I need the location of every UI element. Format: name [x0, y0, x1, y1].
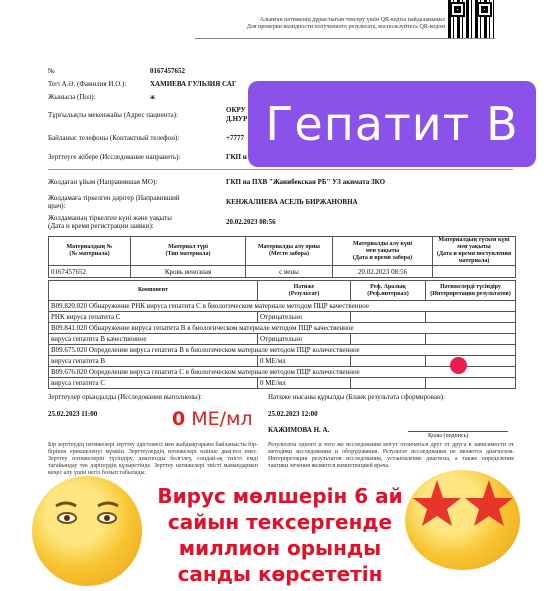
results-col-result: Нәтиже (Результат): [258, 281, 351, 301]
divider: [195, 38, 495, 39]
address-label: Тұрғылықты мекенжайы (Адрес пациента):: [48, 111, 179, 119]
table-row: [49, 356, 516, 367]
doctor-label-1: Жолдамаға тіркелген дәрігер (Направивший: [48, 194, 180, 202]
sample-taken: 20.02.2023 08:56: [333, 266, 433, 278]
qr-caption-kk: Алынған нәтиженің дұрыстығын тексеру үшін QR-кодты пайдаланыңыз: [259, 17, 445, 23]
divider: [48, 169, 513, 170]
date-label-2: (Дата и время регистрации заявки):: [48, 222, 154, 230]
sample-col-taken: Материалды алу күні мен уақыты (Дата и время забора): [333, 237, 433, 266]
sample-col-type: Материал түрі (Тип материала): [131, 237, 246, 266]
table-row: [49, 334, 516, 345]
sample-type: Кровь венозная: [131, 266, 246, 278]
test-title: B09.820.020 Обнаружение РНК вируса гепатита С в биологическом материале методом ПЦР качественное: [49, 301, 516, 312]
promo-line-3: миллион орынды: [178, 536, 382, 560]
shocked-face-svg: [32, 476, 142, 586]
formed-label: Нәтиже нысаны құрылды (Бланк результата сформирован):: [268, 393, 446, 401]
promo-line-2: сайын тексергенде: [167, 510, 393, 534]
result-value: 0 МЕ/мл: [258, 356, 351, 367]
sample-col-received: Материалдың түскен күні мен уақыты (Дата и время поступления материала): [433, 237, 516, 266]
qr-code: [448, 0, 494, 38]
test-title: B09.676.020 Определение вируса гепатита С в биологическом материале методом ПЦР количественное: [49, 367, 516, 378]
address-value-2: Д.НУР: [226, 115, 248, 123]
phone-value: +7777: [226, 134, 244, 142]
hepatitis-b-banner: Гепатит В: [248, 81, 536, 167]
sample-table: [48, 236, 516, 278]
red-dot-marker: [450, 357, 467, 374]
result-interpretation: [426, 378, 516, 389]
date-label-1: Жолдаманың тіркелген күні және уақыты: [48, 214, 172, 222]
result-component: вируса гепатита В качественное: [49, 334, 258, 345]
sex-value: ж: [150, 93, 156, 101]
done-label: Зерттеулер орындалды (Исследования выполнены):: [48, 393, 202, 401]
table-row: [49, 378, 516, 389]
promo-line-4: санды көрсететін: [177, 562, 383, 586]
star-struck-face-icon: [405, 470, 520, 570]
sample-number: 0167457652: [49, 266, 131, 278]
mo-label: Жолдаған ұйым (Направившая МО):: [48, 178, 158, 186]
zero-unit: МЕ/мл: [191, 408, 253, 430]
disclaimer-ru: Результаты одного и того же исследования могут отличаться друг от друга в зависимости от методики исследования и оборудования. Результат исследования не является диагнозом. Интерпретация результатов исследования, установление диагноза, а также определение тактики лечения являются компетенцией врача.: [268, 442, 514, 469]
name-label: Тегі А.Ә. (Фамилия И.О.):: [48, 80, 127, 88]
doctor-value: КЕНЖАЛИЕВА АСЕЛЬ БИРЖАНОВНА: [226, 198, 358, 206]
doctor-label-2: врач):: [48, 202, 66, 210]
sender-label: Зерттеуге жібере (Исследование направить):: [48, 153, 181, 161]
result-value: Отрицательно: [258, 334, 351, 345]
zero-overlay: [172, 408, 253, 430]
name-value: ХАМИЕВА ГУЛЬЗИЯ САГ: [150, 80, 237, 88]
sender-value: ГКП н: [226, 153, 247, 161]
sex-label: Жынысы (Пол):: [48, 93, 96, 101]
results-col-interpretation: Нәтижелерді түсіндіру (Интерпретация результатов): [426, 281, 516, 301]
result-ref: [351, 334, 426, 345]
result-value: 0 МЕ/мл: [258, 378, 351, 389]
result-interpretation: [426, 312, 516, 323]
result-component: вируса гепатита С: [49, 378, 258, 389]
address-value-1: ОКРУ: [226, 106, 246, 114]
no-value: 0167457652: [150, 67, 185, 75]
results-col-ref: Реф. Аралық (Реф.интервал): [351, 281, 426, 301]
mo-value: ГКП на ПХВ "Жанибекская РБ" УЗ акимата ЗКО: [226, 178, 386, 186]
sample-col-place: Материалды алу орны (Место забора): [246, 237, 333, 266]
no-label: №: [48, 67, 55, 75]
signer-name: КАЖИМОВА Н. А.: [268, 426, 330, 434]
date-value: 20.02.2023 08:56: [226, 218, 276, 226]
qr-caption-ru: Для проверки валидности полученного результата, воспользуйтесь QR-кодом: [246, 24, 445, 30]
sample-col-number: Материалдың № (№ материала): [49, 237, 131, 266]
done-value: 25.02.2023 11:00: [48, 410, 98, 418]
star-eyes-svg: [405, 470, 520, 570]
result-component: РНК вируса гепатита С: [49, 312, 258, 323]
disclaimer-kk: Бір зерттеудің нәтижелері зерттеу әдістемесі мен жабдықтарына байланысты бір-бірінен ерекшеленуі мүмкін. Зерттеулердің нәтижелері өзінше диагноз емес. Зерттеу нәтижелерін түсіндіру, диагнозды белгілеу, сондай-ақ тиісті емді тағайындау тек дәрігердің құзыретінде. Зерттеу нәтижелері тиісті мамандармен кеңес алу үшін негіз болып табылады.: [48, 442, 258, 476]
results-table: [48, 280, 516, 389]
formed-value: 25.02.2023 12:00: [268, 410, 318, 418]
test-title: B09.675.020 Определение вируса гепатита В в биологическом материале методом ПЦР количественное: [49, 345, 516, 356]
result-ref: [351, 312, 426, 323]
signature-line: [408, 431, 508, 432]
sample-place: с вены: [246, 266, 333, 278]
promo-text: [150, 483, 410, 587]
phone-label: Байланыс телефоны (Контактный телефон):: [48, 134, 180, 142]
zero-number: 0: [172, 408, 186, 430]
result-interpretation: [426, 356, 516, 367]
result-interpretation: [426, 334, 516, 345]
promo-line-1: Вирус мөлшерін 6 ай: [157, 484, 403, 508]
result-ref: [351, 356, 426, 367]
result-value: Отрицательно: [258, 312, 351, 323]
shocked-face-icon: [32, 476, 142, 586]
results-col-component: Компонент: [49, 281, 258, 301]
table-row: [49, 312, 516, 323]
result-component: вируса гепатита В: [49, 356, 258, 367]
test-title: B09.841.020 Обнаружение вируса гепатита В в биологическом материале методом ПЦР качественное: [49, 323, 516, 334]
result-ref: [351, 378, 426, 389]
qr-caption: [195, 17, 445, 31]
signature-label: Қолы (подпись): [428, 433, 469, 439]
sample-received: [433, 266, 516, 278]
